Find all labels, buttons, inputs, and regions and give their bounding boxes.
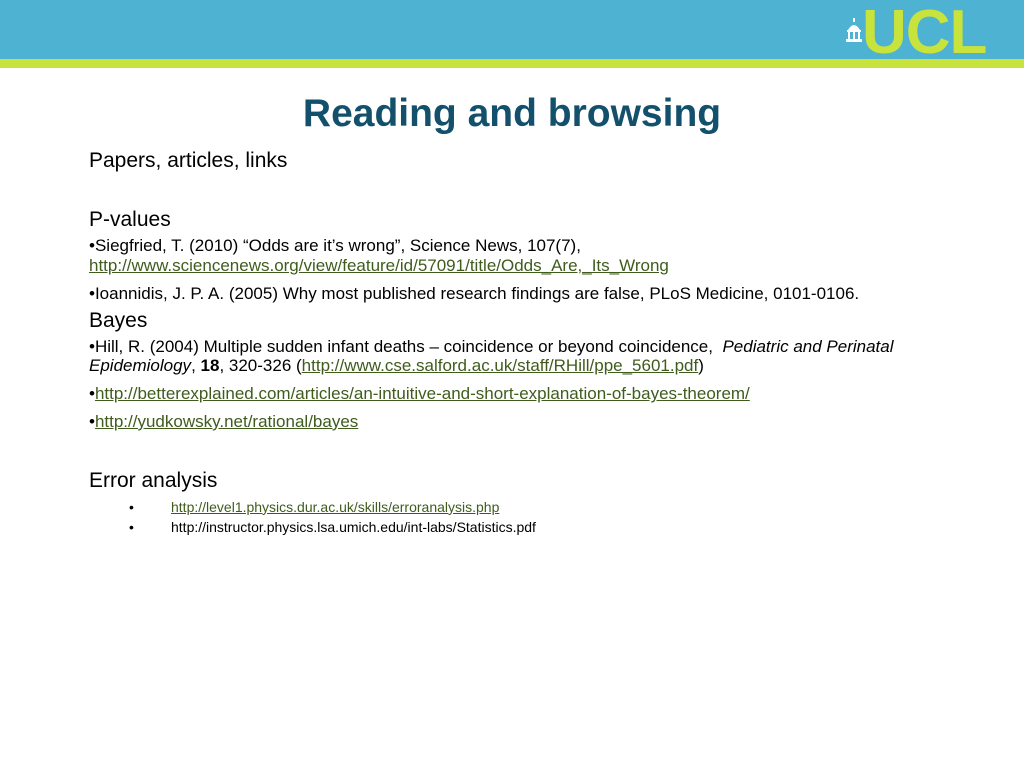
bayes-ref-hill xyxy=(89,337,969,376)
salford-pdf-link[interactable]: http://www.cse.salford.ac.uk/staff/RHill/ppe_5601.pdf xyxy=(301,356,699,376)
sciencenews-link[interactable]: http://www.sciencenews.org/view/feature/id/57091/title/Odds_Are,_Its_Wrong xyxy=(89,256,669,276)
pages-text: , 320-326 ( xyxy=(219,356,302,376)
ucl-logo-text: UCL xyxy=(862,0,987,67)
portico-dome-icon xyxy=(846,18,862,42)
ucl-logo xyxy=(842,0,1002,67)
slide-content xyxy=(89,148,969,537)
bullet: • xyxy=(89,384,95,404)
page-title: Reading and browsing xyxy=(302,92,722,135)
pvalues-ref-siegfried xyxy=(89,236,969,275)
journal-title: Pediatric and Perinatal Epidemiology xyxy=(89,336,894,376)
ref-text: •Hill, R. (2004) Multiple sudden infant deaths – coincidence or beyond coincidence, xyxy=(89,336,713,356)
volume-number: 18 xyxy=(200,356,220,376)
bayes-heading: Bayes xyxy=(89,308,148,332)
bayes-ref-yudkowsky xyxy=(89,412,969,432)
error-analysis-list xyxy=(89,497,969,538)
bullet: • xyxy=(129,498,134,515)
durham-erroranalysis-link[interactable]: http://level1.physics.dur.ac.uk/skills/erroranalysis.php xyxy=(171,498,500,515)
bullet: • xyxy=(89,411,95,431)
subtitle: Papers, articles, links xyxy=(89,149,288,172)
separator: , xyxy=(191,356,201,376)
ref-text: •Siegfried, T. (2010) “Odds are it’s wrong”, Science News, 107(7), xyxy=(89,236,581,256)
pvalues-ref-ioannidis: •Ioannidis, J. P. A. (2005) Why most published research findings are false, PLoS Medicine, 0101-0106. xyxy=(89,283,860,303)
bayes-ref-betterexplained xyxy=(89,384,969,404)
yudkowsky-link[interactable]: http://yudkowsky.net/rational/bayes xyxy=(94,411,359,431)
close-paren: ) xyxy=(698,356,704,376)
list-item xyxy=(89,497,969,517)
betterexplained-link[interactable]: http://betterexplained.com/articles/an-intuitive-and-short-explanation-of-bayes-theorem/ xyxy=(94,384,750,404)
pvalues-heading: P-values xyxy=(89,208,171,232)
umich-statistics-url: http://instructor.physics.lsa.umich.edu/int-labs/Statistics.pdf xyxy=(171,519,536,536)
bullet: • xyxy=(129,519,134,536)
error-analysis-heading: Error analysis xyxy=(89,468,218,492)
list-item xyxy=(89,517,969,537)
